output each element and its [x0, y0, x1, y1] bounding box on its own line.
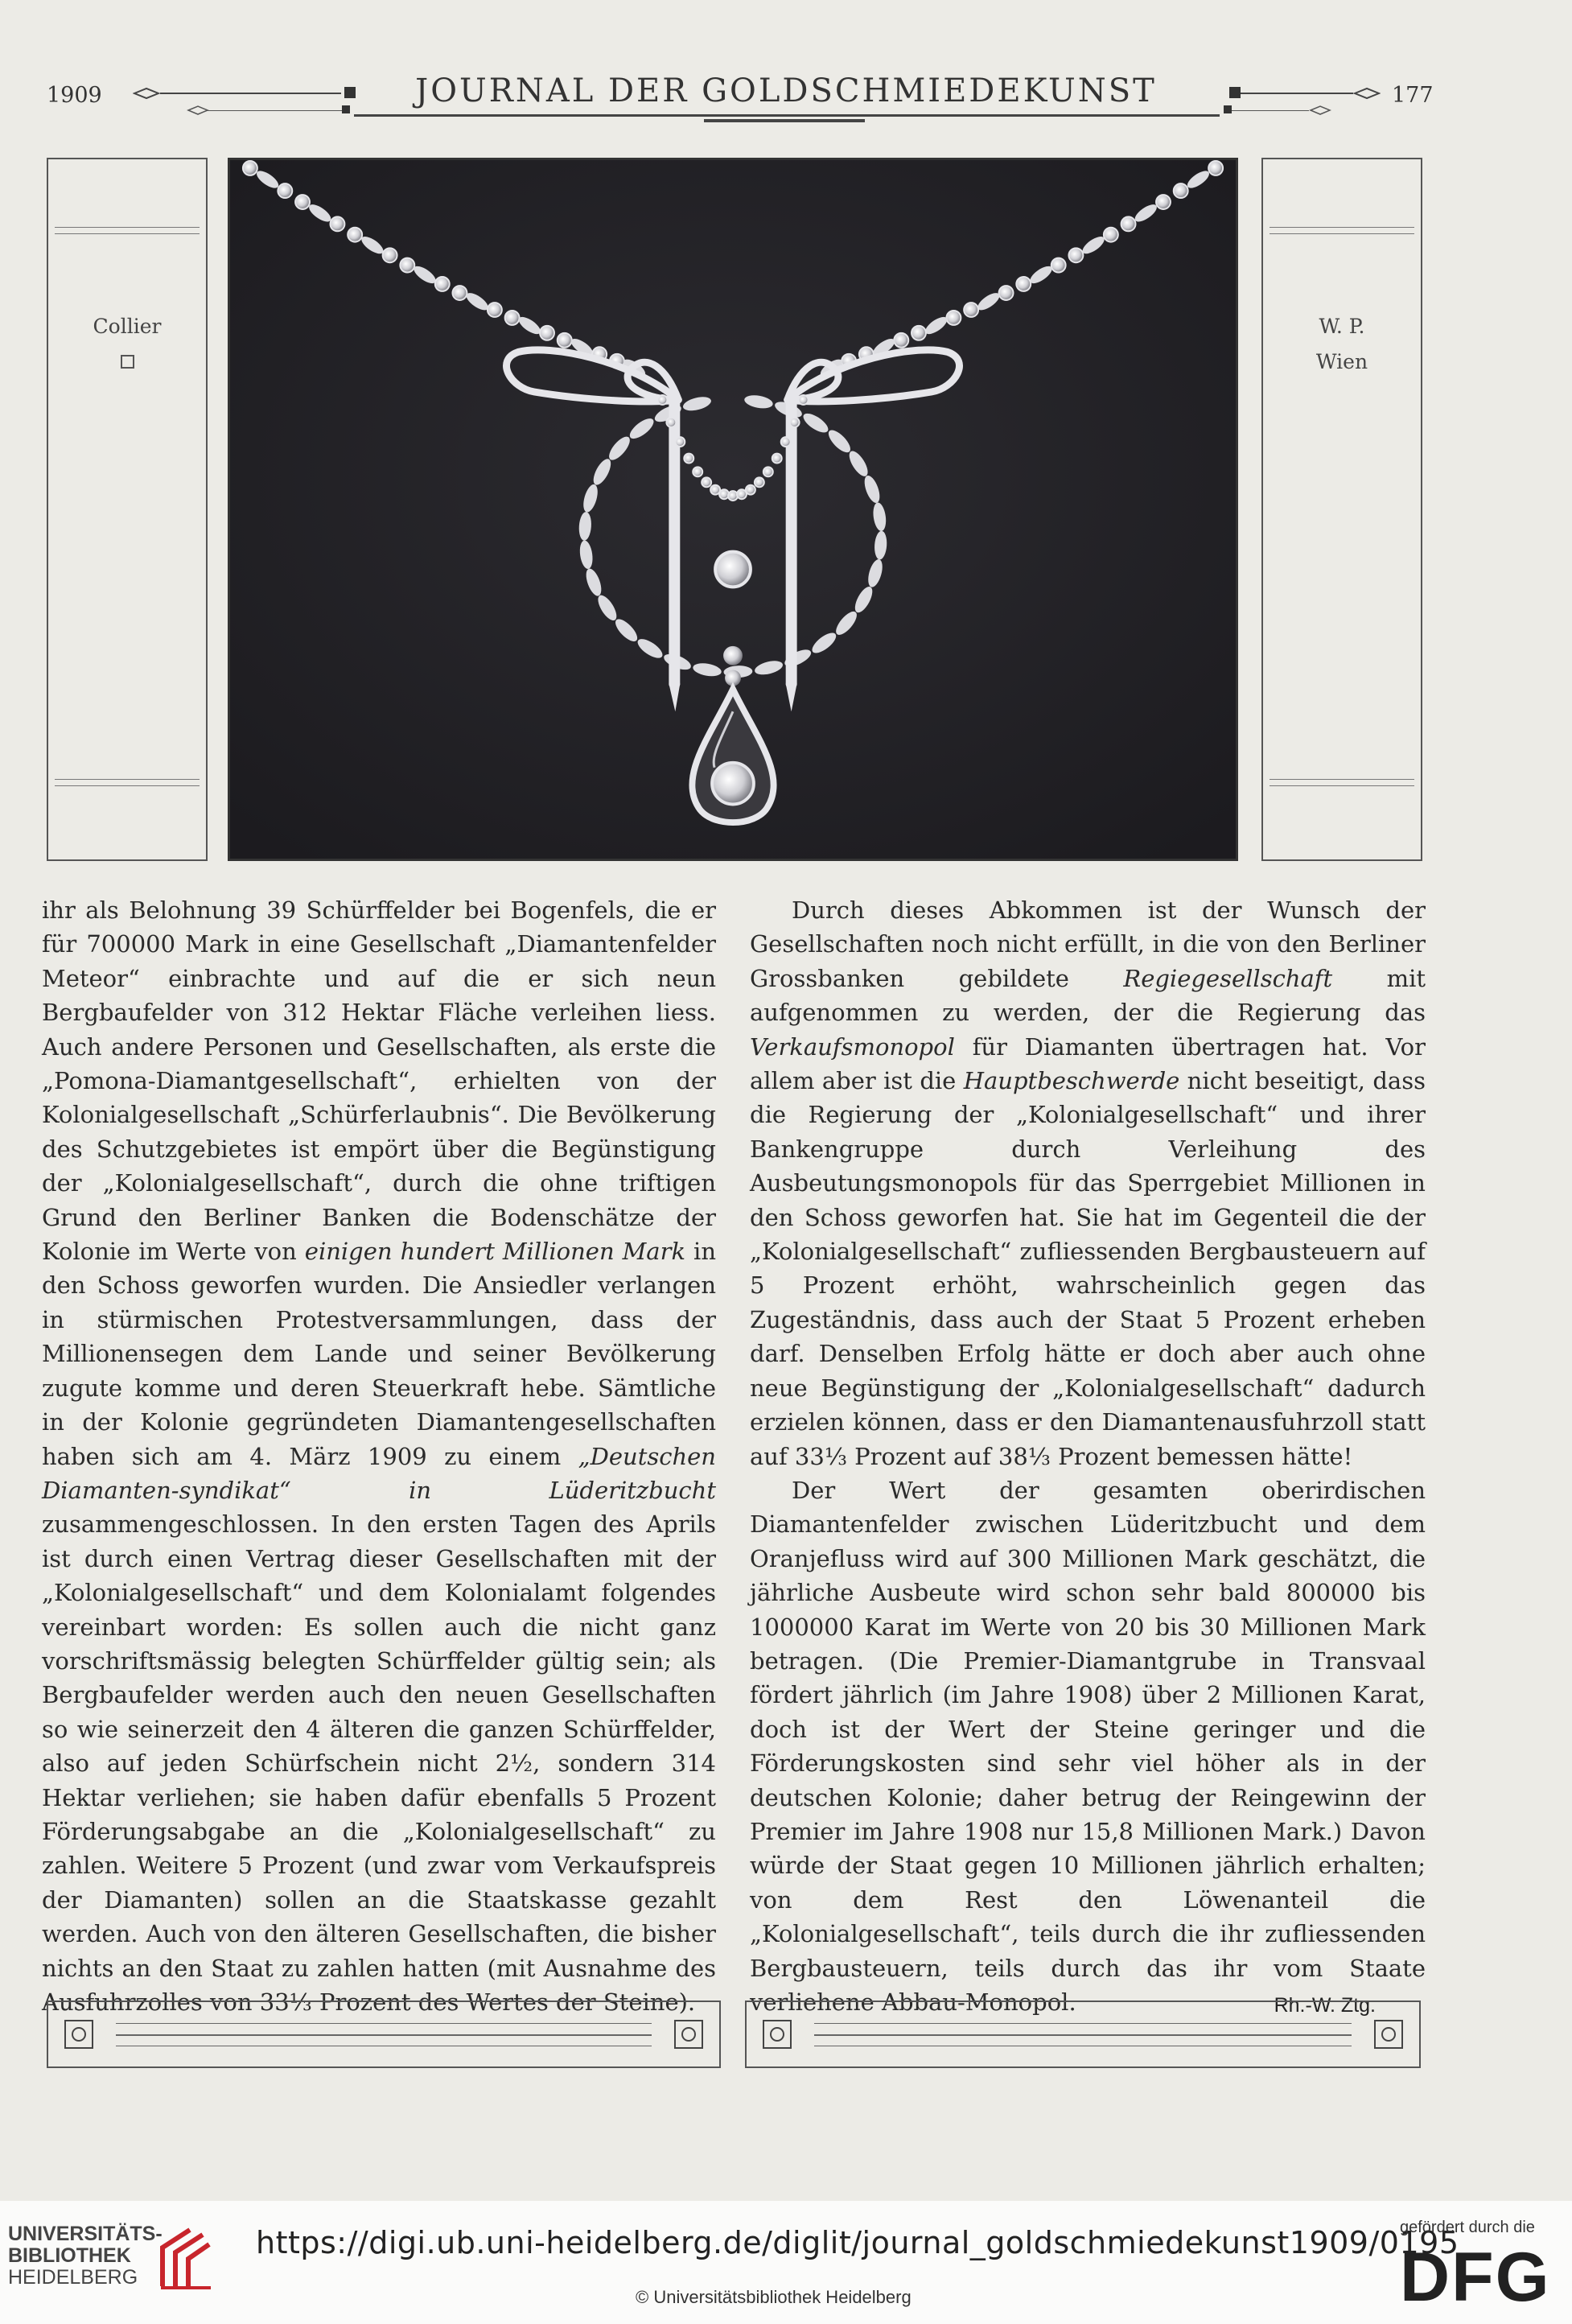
- necklace-plate: [228, 158, 1238, 861]
- framed-circle-icon: [763, 2020, 792, 2049]
- diamond-ornament-icon: [1309, 105, 1331, 115]
- emphasized-text: Hauptbeschwerde: [963, 1067, 1180, 1095]
- caption-box-right: [1261, 158, 1422, 861]
- permalink-url[interactable]: https://digi.ub.uni-heidelberg.de/diglit/journal_goldschmiedekunst1909/0195: [256, 2225, 1459, 2260]
- library-logo-icon: [158, 2223, 214, 2291]
- framed-circle-icon: [674, 2020, 703, 2049]
- emphasized-text: Verkaufsmonopol: [750, 1032, 955, 1061]
- header-year: 1909: [47, 83, 102, 108]
- necklace-illustration: [230, 160, 1236, 859]
- emphasized-text: „Deutschen Diamanten-syndikat“ in Lüderitzbucht: [42, 1442, 716, 1504]
- emphasized-text: einigen hundert Millionen Mark: [304, 1238, 686, 1266]
- designer-initials: W. P.: [1319, 315, 1365, 338]
- caption-box-left: [47, 158, 208, 861]
- emphasized-text: Regiegesellschaft: [1123, 964, 1333, 992]
- page-number: 177: [1392, 83, 1434, 108]
- paragraph-text: Der Wert der gesamten oberirdischen Diamantenfelder zwischen Lüderitzbucht und dem Oranjefluss wird auf 300 Millionen Mark geschätzt, die jährliche Ausbeute wird schon sehr bald 800000 bis 1000000 Karat im Werte von 20 bis 30 Millionen Mark betragen. (Die Premier-Diamantgrube in Transvaal fördert jährlich (im Jahre 1908) über 2 Millionen Karat, doch ist der Wert der Steine geringer und die Förderungskosten sind sehr viel höher als in der deutschen Kolonie; daher betrug der Reingewinn der Premier im Jahre 1908 nur 15,8 Millionen Mark.) Davon würde der Staat gegen 10 Millionen jährlich erhalten; von dem Rest den Löwenanteil die „Kolonialgesellschaft“, teils durch die ihr zufliessenden Bergbausteuern, teils durch das ihr vom Staate verliehene Abbau-Monopol.: [750, 1476, 1426, 2016]
- diamond-ornament-icon: [133, 87, 160, 100]
- library-name-line1: UNIVERSITÄTS-: [8, 2223, 163, 2245]
- article-paragraph: [42, 893, 716, 2019]
- library-name: [8, 2223, 163, 2289]
- dfg-logo: DFG: [1400, 2239, 1551, 2316]
- header-center-bar: [704, 119, 865, 122]
- bottom-ornament-left: [47, 2001, 721, 2068]
- framed-circle-icon: [1374, 2020, 1403, 2049]
- caption-title: Collier: [93, 315, 162, 338]
- paragraph-text: ihr als Belohnung 39 Schürffelder bei Bogenfels, die er für 700000 Mark in eine Gesellschaft „Diamantenfelder Meteor“ einbrachte und auf die er sich neun Bergbaufelder von 312 Hektar Fläche verleihen liess. Auch andere Personen und Gesellschaften, als erste die „Pomona-Diamantgesellschaft“, erhielten von der Kolonialgesellschaft „Schürferlaubnis“. Die Bevölkerung des Schutzgebietes ist empört über die Begünstigung der „Kolonialgesellschaft“, durch die ohne triftigen Grund den Berliner Banken die Bodenschätze der Kolonie im Werte von: [42, 896, 716, 1266]
- designer-city: Wien: [1315, 350, 1368, 373]
- article-paragraph: [750, 1473, 1426, 2020]
- paragraph-text: mit aufgenommen zu werden, der die Regierung das: [750, 964, 1426, 1027]
- paragraph-text: in den Schoss geworfen wurden. Die Ansiedler verlangen in stürmischen Protestversammlungen, dass der Millionensegen dem Lande und seiner Bevölkerung zugute komme und deren Steuerkraft hebe. Sämtliche in der Kolonie gegründeten Diamantengesellschaften haben sich am 4. März 1909 zu einem: [42, 1238, 716, 1470]
- square-ornament-icon: [121, 355, 134, 369]
- paragraph-text: nicht beseitigt, dass die Regierung der „Kolonialgesellschaft“ und ihrer Bankengruppe durch Verleihung des Ausbeutungsmonopols für das Sperrgebiet Millionen in den Schoss geworfen hat. Sie hat im Gegenteil die der „Kolonialgesellschaft“ zufliessenden Bergbausteuern auf 5 Prozent erhöht, wahrscheinlich gegen das Zugeständnis, dass auch der Staat 5 Prozent erheben darf. Denselben Erfolg hätte er doch aber auch ohne neue Begünstigung der „Kolonialgesellschaft“ dadurch erzielen können, dass er den Diamantenausfuhrzoll statt auf 33⅓ Prozent auf 38⅓ Prozent bemessen hätte!: [750, 1067, 1426, 1470]
- article-source: Rh.-W. Ztg.: [1274, 1994, 1376, 2017]
- paragraph-text: zusammengeschlossen. In den ersten Tagen des Aprils ist durch einen Vertrag dieser Gesellschaften mit der „Kolonialgesellschaft“ und dem Kolonialamt folgendes vereinbart worden: Es sollen auch die nicht ganz vorschriftsmässig belegten Schürffelder gültig sein; als Bergbaufelder werden auch den neuen Gesellschaften so wie seinerzeit den 4 älteren die ganzen Schürffelder, also auf jeden Schürfschein nicht 2½, sondern 314 Hektar verliehen; sie haben dafür ebenfalls 5 Prozent Förderungsabgabe an die „Kolonialgesellschaft“ zu zahlen. Weitere 5 Prozent (und zwar vom Verkaufspreis der Diamanten) sollen an die Staatskasse gezahlt werden. Auch von den älteren Gesellschaften, die bisher nichts an den Staat zu zahlen hatten (mit Ausnahme des Ausfuhrzolles von 33⅓ Prozent des Wertes der Steine).: [42, 1510, 716, 2016]
- diamond-ornament-icon: [1353, 87, 1381, 100]
- copyright-notice: © Universitätsbibliothek Heidelberg: [636, 2287, 912, 2307]
- paragraph-text: Durch dieses Abkommen ist der Wunsch der Gesellschaften noch nicht erfüllt, in die von den Berliner Grossbanken gebildete: [750, 896, 1426, 992]
- diamond-ornament-icon: [187, 105, 209, 115]
- framed-circle-icon: [64, 2020, 93, 2049]
- bottom-ornament-right: [745, 2001, 1421, 2068]
- paragraph-text: für Diamanten übertragen hat. Vor allem aber ist die: [750, 1032, 1426, 1095]
- library-name-line2: BIBLIOTHEK: [8, 2244, 131, 2267]
- header-underline: [354, 114, 1220, 117]
- funded-by-label: gefördert durch die: [1400, 2219, 1535, 2236]
- article-left-column: [42, 893, 716, 2019]
- library-footer: [0, 2201, 1572, 2324]
- article-right-column: [750, 893, 1426, 2023]
- library-name-line3: HEIDELBERG: [8, 2266, 138, 2289]
- journal-title: JOURNAL DER GOLDSCHMIEDEKUNST: [415, 72, 1157, 109]
- article-paragraph: [750, 893, 1426, 1473]
